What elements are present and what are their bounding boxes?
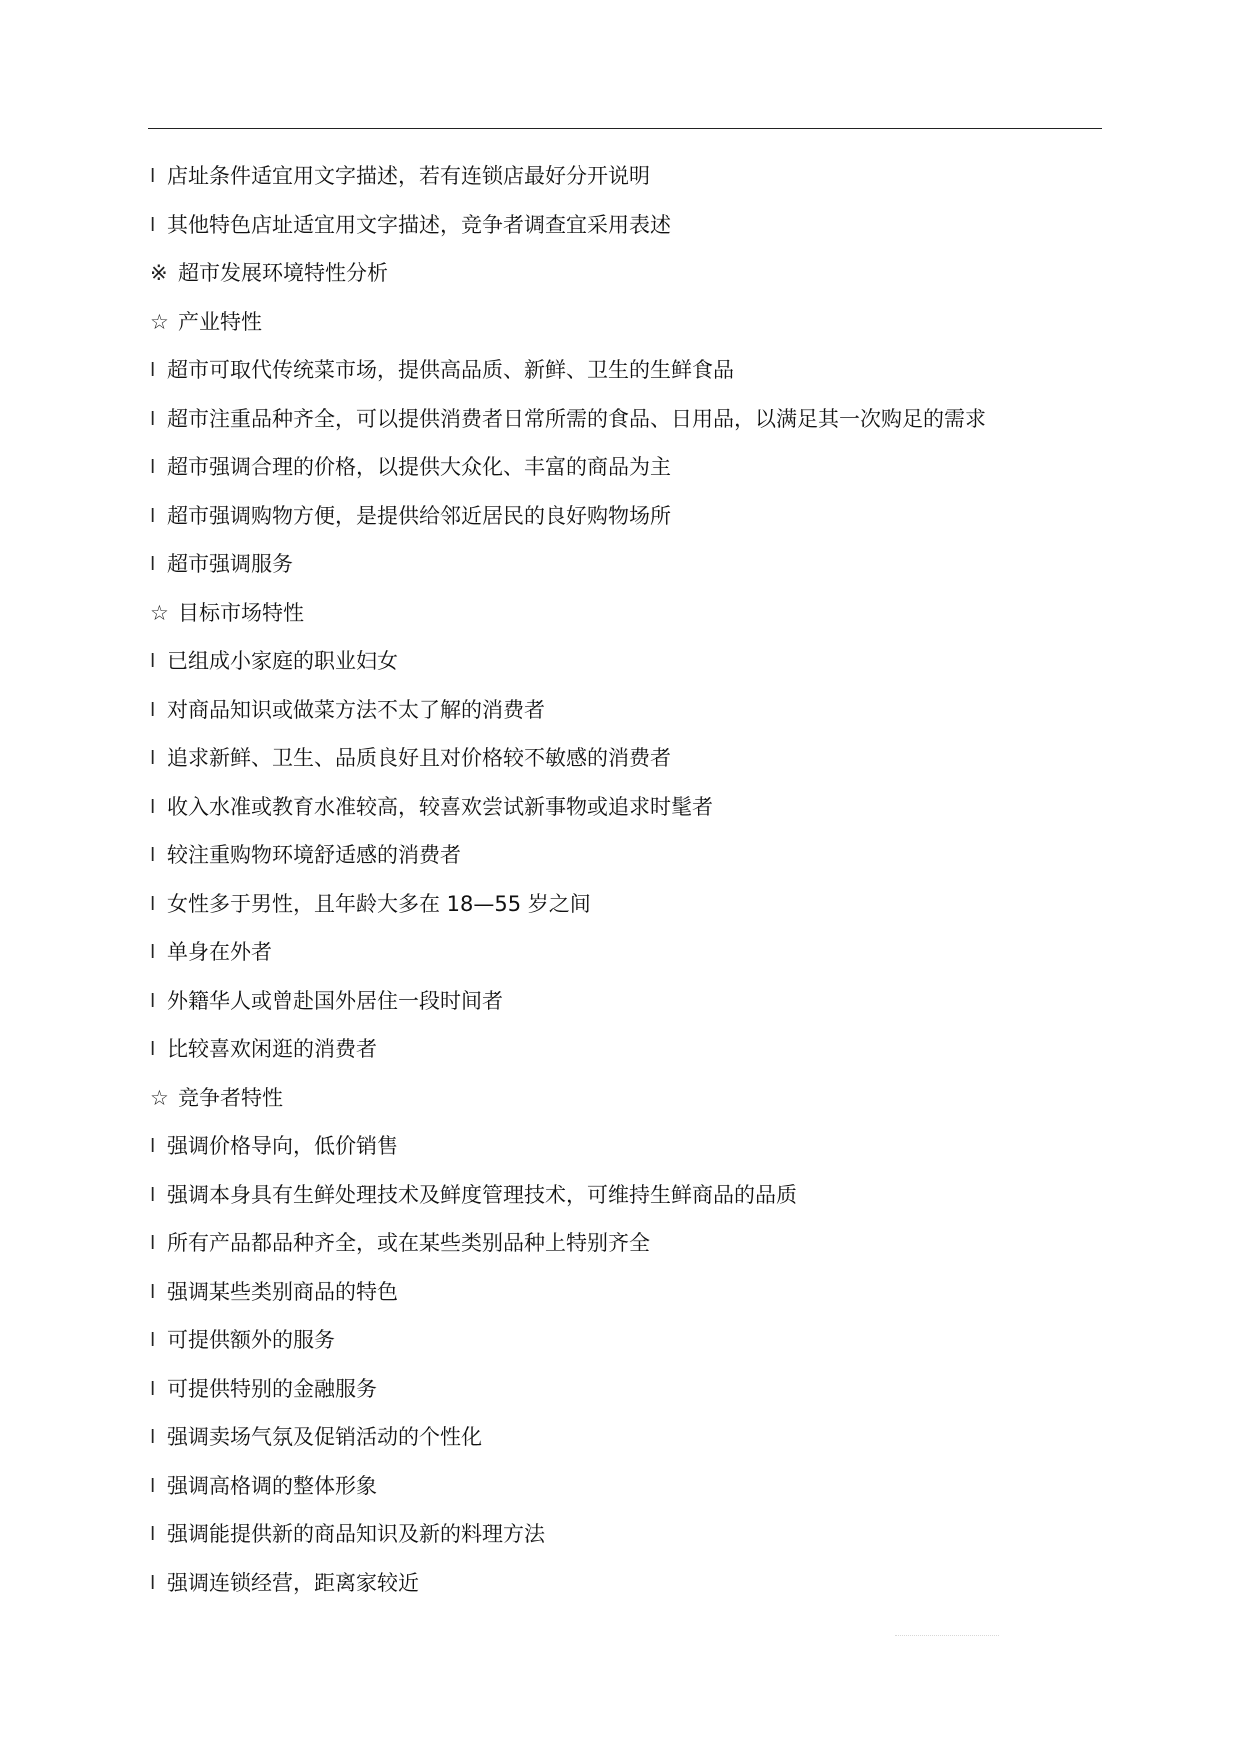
bullet-marker: l [150,650,156,672]
list-item [150,1171,1110,1220]
bullet-marker: l [150,1232,156,1254]
list-item-text: 其他特色店址适宜用文字描述，竞争者调查宜采用表述 [167,212,671,237]
header-rule [148,128,1102,129]
list-item-text: 收入水准或教育水准较高，较喜欢尝试新事物或追求时髦者 [167,794,713,819]
list-item [150,589,1110,638]
bullet-marker: l [150,456,156,478]
list-item-text: 外籍华人或曾赴国外居住一段时间者 [167,988,503,1013]
list-item-text: 目标市场特性 [178,600,304,625]
list-item-text: 所有产品都品种齐全，或在某些类别品种上特别齐全 [167,1231,650,1255]
list-item-text: 较注重购物环境舒适感的消费者 [167,843,461,867]
list-item [150,1462,1110,1511]
list-item [150,1316,1110,1365]
list-item-text: 强调连锁经营，距离家较近 [167,1570,419,1595]
list-item [150,977,1110,1026]
list-item [150,443,1110,492]
bullet-marker: l [150,1183,156,1206]
list-item [150,734,1110,783]
bullet-marker: l [150,213,156,236]
bullet-marker: l [150,844,156,866]
bullet-marker: l [150,1280,156,1303]
bullet-marker: l [150,504,156,527]
list-item-text: 已组成小家庭的职业妇女 [167,649,398,673]
list-item-text: 超市强调合理的价格，以提供大众化、丰富的商品为主 [167,455,671,479]
list-item [150,1219,1110,1268]
list-item-text: 竞争者特性 [178,1085,283,1110]
bullet-marker: l [150,795,156,818]
list-item [150,540,1110,589]
star-outline-icon: ☆ [150,600,169,625]
list-item-text: 超市可取代传统菜市场，提供高品质、新鲜、卫生的生鲜食品 [167,358,734,382]
list-item-text: 追求新鲜、卫生、品质良好且对价格较不敏感的消费者 [167,746,671,770]
list-item [150,1559,1110,1608]
list-item-text: 强调本身具有生鲜处理技术及鲜度管理技术，可维持生鲜商品的品质 [167,1182,797,1207]
list-item-text: 超市发展环境特性分析 [178,261,388,285]
bullet-marker: l [150,1523,156,1545]
bullet-marker: l [150,892,156,915]
list-item [150,298,1110,347]
list-item [150,1413,1110,1462]
list-item [150,880,1110,929]
list-item-text: 比较喜欢闲逛的消费者 [167,1037,377,1061]
list-item [150,492,1110,541]
star-outline-icon: ☆ [150,309,169,334]
bullet-marker: l [150,1038,156,1060]
list-item-text: 女性多于男性，且年龄大多在 18—55 岁之间 [167,891,591,916]
bullet-marker: l [150,747,156,769]
bullet-marker: l [150,698,156,721]
list-item-text: 强调能提供新的商品知识及新的料理方法 [167,1522,545,1546]
bullet-marker: l [150,165,156,187]
document-body [150,152,1110,1607]
list-item [150,928,1110,977]
bullet-marker: l [150,1474,156,1497]
list-item-text: 产业特性 [178,309,262,334]
bullet-marker: l [150,1426,156,1448]
bullet-marker: l [150,1329,156,1351]
bullet-marker: l [150,407,156,430]
list-item [150,1268,1110,1317]
list-item-text: 可提供特别的金融服务 [167,1376,377,1401]
list-item [150,637,1110,686]
list-item [150,249,1110,298]
list-item [150,686,1110,735]
list-item-text: 店址条件适宜用文字描述，若有连锁店最好分开说明 [167,164,650,188]
bullet-marker: l [150,1377,156,1400]
list-item-text: 超市强调服务 [167,552,293,576]
list-item-text: 强调卖场气氛及促销活动的个性化 [167,1425,482,1449]
footer-watermark [895,1635,999,1636]
bullet-marker: l [150,989,156,1012]
bullet-marker: l [150,1135,156,1157]
list-item [150,1510,1110,1559]
list-item [150,1025,1110,1074]
list-item-text: 强调价格导向，低价销售 [167,1134,398,1158]
list-item-text: 单身在外者 [167,940,272,964]
list-item [150,346,1110,395]
list-item-text: 强调高格调的整体形象 [167,1473,377,1498]
reference-mark-icon: ※ [150,261,168,285]
list-item [150,1122,1110,1171]
list-item-text: 超市强调购物方便，是提供给邻近居民的良好购物场所 [167,503,671,528]
bullet-marker: l [150,553,156,575]
star-outline-icon: ☆ [150,1085,169,1110]
list-item [150,1365,1110,1414]
bullet-marker: l [150,941,156,963]
list-item-text: 可提供额外的服务 [167,1328,335,1352]
list-item [150,1074,1110,1123]
list-item [150,152,1110,201]
list-item-text: 强调某些类别商品的特色 [167,1279,398,1304]
list-item [150,831,1110,880]
bullet-marker: l [150,359,156,381]
list-item [150,395,1110,444]
list-item [150,783,1110,832]
list-item-text: 对商品知识或做菜方法不太了解的消费者 [167,697,545,722]
bullet-marker: l [150,1571,156,1594]
list-item [150,201,1110,250]
list-item-text: 超市注重品种齐全，可以提供消费者日常所需的食品、日用品，以满足其一次购足的需求 [167,406,986,431]
